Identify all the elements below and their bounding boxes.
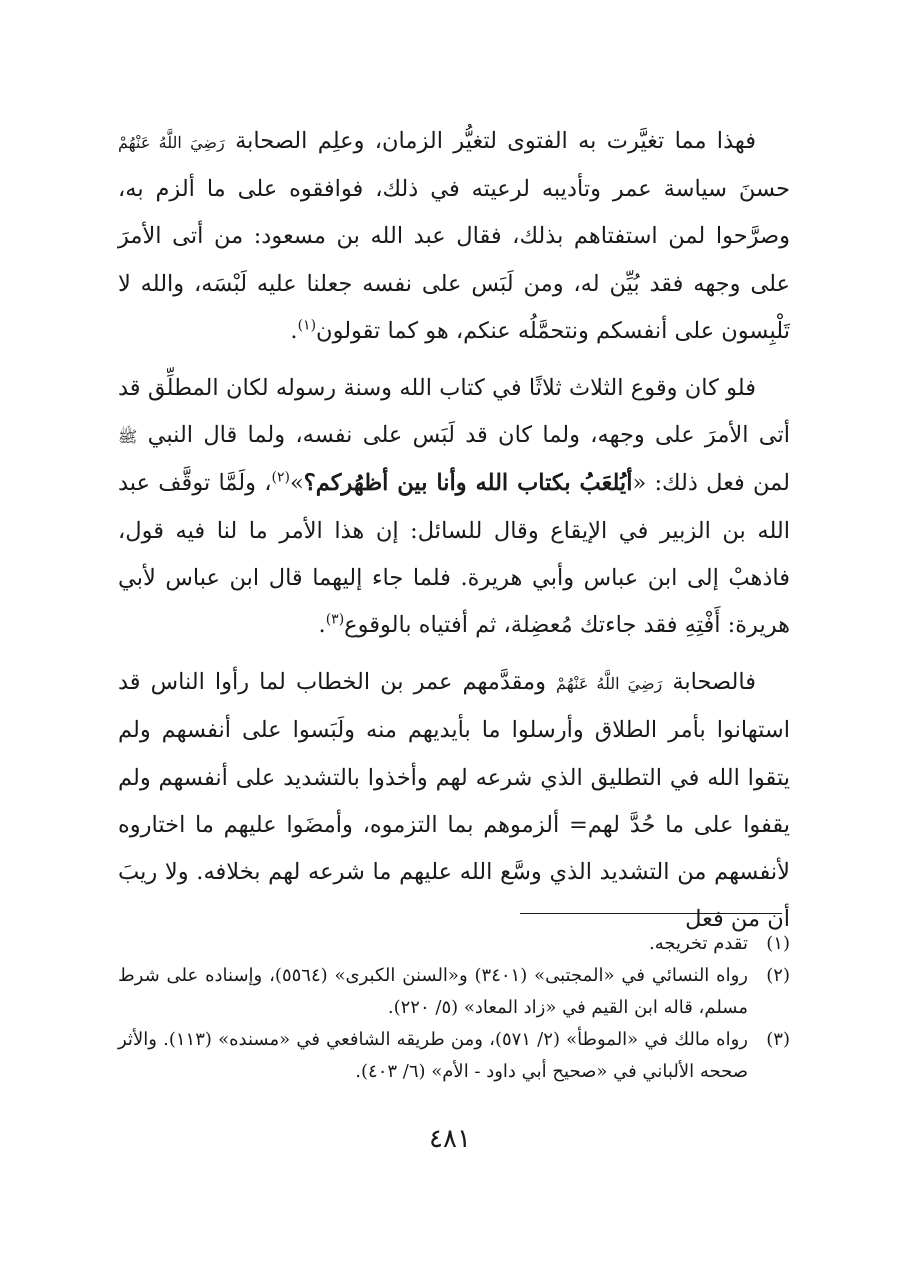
paragraph-3-text: ومقدَّمهم عمر بن الخطاب لما رأوا الناس قد استهانوا بأمر الطلاق وأرسلوا ما بأيديهم منه ولَبَسوا على أنفسهم ولم يتقوا الله في التطليق الذي شرعه لهم وأخذوا بالتشديد على أنفسهم ولم يقفوا على ما حُدَّ لهم= ألزموهم بما التزموه، وأمضَوا عليهم ما اختاروه لأنفسهم من التشديد الذي وسَّع الله عليهم ما شرعه لهم بخلافه. ولا ريبَ أن من فعل [118,669,790,933]
paragraph-1: فهذا مما تغيَّرت به الفتوى لتغيُّر الزمان، وعلِم الصحابة رَضِيَ اللَّهُ عَنْهُمْ حسنَ سياسة عمر وتأديبه لرعيته في ذلك، فوافقوه على ما ألزم به، وصرَّحوا لمن استفتاهم بذلك، فقال عبد الله بن مسعود: من أتى الأمرَ على وجهه فقد بُيِّن له، ومن لَبَس على نفسه جعلنا عليه لَبْسَه، والله لا تَلْبِسون على أنفسكم ونتحمَّلُه عنكم، هو كما تقولون$^{(١)}$. [118,128,790,344]
paragraph-3-start: فالصحابة [672,669,757,696]
footnote-separator [520,913,782,914]
footnote-text: تقدم تخريجه. [649,933,748,954]
honorific-phrase: رَضِيَ اللَّهُ عَنْهُمْ [118,133,225,152]
footnote-number: (٢) [766,965,790,986]
paragraph-2-start: فلو كان وقوع الثلاث ثلاثًا في كتاب الله وسنة رسوله لكان المطلِّق قد أتى الأمرَ على وجهه، ولما كان قد لَبَس على نفسه، ولما قال النبي [118,375,790,449]
footnote-3 [118,1024,790,1088]
hadith-quote: أيُلعَبُ بكتاب الله وأنا بين أظهُركم؟ [303,470,633,497]
paragraph-3 [118,659,790,943]
quote-close: » [290,470,304,497]
paragraph-1-start: فهذا مما تغيَّرت به الفتوى لتغيُّر الزمان، وعلِم الصحابة [235,128,757,154]
main-text [118,118,790,953]
paragraph-2-mid: لمن فعل ذلك: « [632,470,791,497]
footnote-text: رواه النسائي في «المجتبى» (٣٤٠١) و«السنن الكبرى» (٥٥٦٤)، وإسناده على شرط مسلم، قاله ابن القيم في «زاد المعاد» (٥/ ٢٢٠). [118,965,748,1018]
footnote-ref-1[interactable]: (١) [297,317,317,334]
page-number: ٤٨١ [429,1124,471,1154]
footnote-number: (١) [766,933,790,954]
footnote-ref-2[interactable]: (٢) [271,469,291,486]
footnote-2 [118,960,790,1024]
footnote-text: رواه مالك في «الموطأ» (٢/ ٥٧١)، ومن طريقه الشافعي في «مسنده» (١١٣). والأثر صححه الألباني في «صحيح أبي داود - الأم» (٦/ ٤٠٣). [118,1029,748,1082]
paragraph-2: فلو كان وقوع الثلاث ثلاثًا في كتاب الله وسنة رسوله لكان المطلِّق قد أتى الأمرَ على وجهه، ولما كان قد لَبَس على نفسه، ولما قال النبي ﷺ لمن فعل ذلك: «أيُلعَبُ بكتاب الله وأنا بين أظهُركم؟»$^{(٢)}$، ولَمَّا توقَّف عبد الله بن الزبير في الإيقاع وقال للسائل: إن هذا الأمر ما لنا فيه قول، فاذهبْ إلى ابن عباس وأبي هريرة. فلما جاء إليهما قال ابن عباس لأبي هريرة: أَفْتِهِ فقد جاءتك مُعضِلة، ثم أفتياه بالوقوع$^{(٣)}$. [118,375,791,639]
footnote-number: (٣) [766,1029,790,1050]
footnotes [118,928,790,1088]
paragraph-1-text: حسنَ سياسة عمر وتأديبه لرعيته في ذلك، فوافقوه على ما ألزم به، وصرَّحوا لمن استفتاهم بذلك، فقال عبد الله بن مسعود: من أتى الأمرَ على وجهه فقد بُيِّن له، ومن لَبَس على نفسه جعلنا عليه لَبْسَه، والله لا تَلْبِسون على أنفسكم ونتحمَّلُه عنكم، هو كما تقولون [118,176,790,344]
footnote-1 [118,928,790,960]
salutation-glyph: ﷺ [118,427,138,447]
paragraph-2-text: ، ولَمَّا توقَّف عبد الله بن الزبير في الإيقاع وقال للسائل: إن هذا الأمر ما لنا فيه قول، فاذهبْ إلى ابن عباس وأبي هريرة. فلما جاء إليهما قال ابن عباس لأبي هريرة: أَفْتِهِ فقد جاءتك مُعضِلة، ثم أفتياه بالوقوع [118,470,790,639]
footnote-ref-3[interactable]: (٣) [325,611,345,628]
honorific-phrase: رَضِيَ اللَّهُ عَنْهُمْ [556,674,663,694]
